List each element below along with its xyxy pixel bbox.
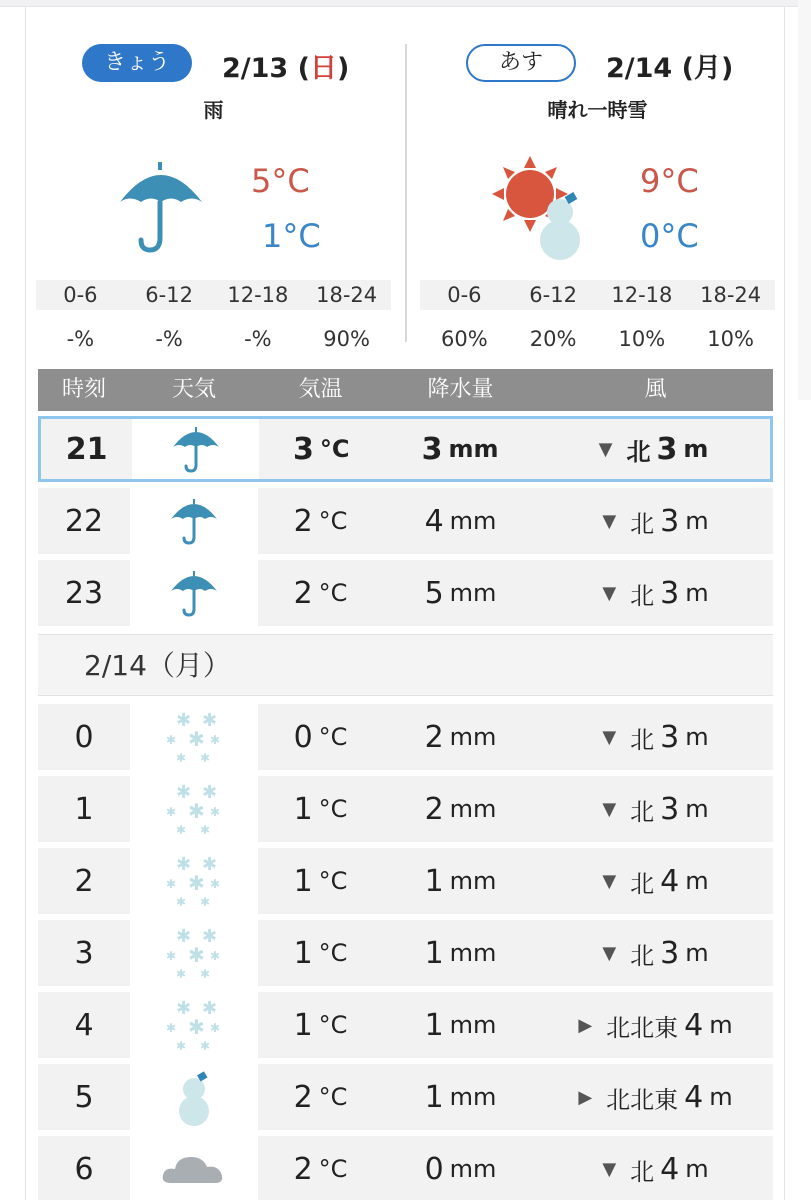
today-low-temp: 1°C (262, 217, 321, 255)
today-weather-name: 雨 (203, 98, 224, 122)
svg-text:✱: ✱ (210, 949, 221, 963)
precip-unit: mm (449, 939, 497, 967)
svg-text:✱: ✱ (188, 799, 205, 823)
today-precip-probs (36, 324, 391, 354)
tomorrow-low-temp: 0°C (640, 217, 699, 255)
table-row[interactable] (38, 416, 773, 482)
umbrella-icon (106, 154, 216, 254)
svg-text:✱: ✱ (166, 1021, 177, 1035)
wind-direction-arrow-icon: ▼ (602, 942, 617, 964)
svg-text:✱: ✱ (176, 854, 192, 875)
wind-direction-arrow-icon: ▼ (602, 798, 617, 820)
left-border (25, 6, 26, 1200)
precip-unit: mm (449, 867, 497, 895)
wind-speed: 3 (660, 503, 680, 539)
tomorrow-forecast[interactable] (420, 24, 775, 364)
table-row[interactable] (38, 992, 773, 1058)
row-temp (258, 1136, 383, 1200)
precip-value: 4 (424, 503, 444, 539)
row-wind (538, 560, 773, 626)
row-hour: 4 (38, 992, 130, 1058)
row-hour: 1 (38, 776, 130, 842)
svg-text:✱: ✱ (202, 782, 218, 803)
wind-direction: 北 (630, 797, 655, 826)
wind-direction-arrow-icon: ▼ (602, 1158, 617, 1180)
row-precip (383, 992, 538, 1058)
temp-unit: °C (318, 579, 348, 607)
svg-text:✱: ✱ (202, 710, 218, 731)
svg-text:✱: ✱ (176, 926, 192, 947)
wind-direction-arrow-icon: ▼ (602, 726, 617, 748)
row-hour: 22 (38, 488, 130, 554)
period-label: 0-6 (63, 283, 98, 307)
svg-text:✱: ✱ (200, 751, 211, 764)
period-label: 6-12 (529, 283, 577, 307)
row-temp (258, 704, 383, 770)
svg-text:✱: ✱ (210, 1021, 221, 1035)
svg-text:✱: ✱ (176, 782, 192, 803)
temp-unit: °C (318, 1155, 348, 1183)
svg-text:✱: ✱ (176, 710, 192, 731)
table-row[interactable] (38, 848, 773, 914)
temp-unit: °C (319, 435, 350, 463)
tomorrow-weather-name: 晴れ一時雪 (547, 98, 648, 122)
wind-direction: 北 (626, 437, 651, 466)
svg-text:✱: ✱ (200, 823, 211, 836)
wind-speed: 3 (656, 431, 678, 467)
row-hour: 5 (38, 1064, 130, 1130)
wind-unit: m (685, 507, 709, 535)
temp-unit: °C (318, 867, 348, 895)
wind-direction: 北北東 (606, 1085, 679, 1114)
table-row[interactable] (38, 920, 773, 986)
svg-text:✱: ✱ (166, 805, 177, 819)
svg-text:✱: ✱ (166, 733, 177, 747)
svg-text:✱: ✱ (202, 854, 218, 875)
row-wind (538, 920, 773, 986)
temp-value: 2 (293, 575, 313, 611)
today-dow-open: ( (297, 53, 310, 84)
snow-icon (130, 848, 258, 914)
precip-prob: 10% (707, 327, 754, 351)
temp-value: 1 (293, 791, 313, 827)
precip-value: 1 (424, 935, 444, 971)
svg-text:✱: ✱ (210, 733, 221, 747)
snow-icon (130, 992, 258, 1058)
precip-value: 2 (424, 719, 444, 755)
precip-unit: mm (449, 1155, 497, 1183)
svg-text:✱: ✱ (166, 949, 177, 963)
svg-text:✱: ✱ (200, 1039, 211, 1052)
wind-direction: 北 (630, 725, 655, 754)
row-precip (383, 560, 538, 626)
row-hour: 3 (38, 920, 130, 986)
tomorrow-badge[interactable]: あす (466, 44, 576, 82)
temp-unit: °C (318, 939, 348, 967)
period-label: 0-6 (447, 283, 482, 307)
svg-text:✱: ✱ (188, 727, 205, 751)
wind-unit: m (685, 939, 709, 967)
wind-direction-arrow-icon: ▼ (598, 438, 613, 460)
top-bar (0, 0, 811, 7)
header-time: 時刻 (61, 377, 106, 402)
row-hour: 6 (38, 1136, 130, 1200)
row-temp (258, 920, 383, 986)
umbrella-icon (130, 488, 258, 554)
precip-unit: mm (449, 723, 497, 751)
row-temp (258, 848, 383, 914)
temp-unit: °C (318, 1083, 348, 1111)
wind-unit: m (685, 867, 709, 895)
forecast-divider (405, 44, 407, 342)
svg-text:✱: ✱ (176, 823, 187, 836)
tomorrow-precip-probs (420, 324, 775, 354)
table-row[interactable] (38, 1136, 773, 1200)
precip-prob: -% (244, 327, 272, 351)
wind-direction-arrow-icon: ▼ (602, 510, 617, 532)
wind-direction-arrow-icon: ▼ (602, 870, 617, 892)
wind-unit: m (685, 723, 709, 751)
temp-value: 1 (293, 863, 313, 899)
wind-direction: 北 (630, 941, 655, 970)
today-date (222, 46, 349, 85)
wind-unit: m (683, 435, 709, 463)
row-precip (383, 920, 538, 986)
tomorrow-periods (420, 280, 775, 310)
row-hour: 21 (41, 419, 132, 479)
wind-direction: 北 (630, 581, 655, 610)
wind-speed: 3 (660, 719, 680, 755)
header-wind: 風 (644, 377, 667, 402)
row-temp (258, 1064, 383, 1130)
wind-direction: 北北東 (606, 1013, 679, 1042)
row-wind (538, 1136, 773, 1200)
row-precip (383, 848, 538, 914)
precip-unit: mm (449, 579, 497, 607)
svg-text:✱: ✱ (188, 1015, 205, 1039)
wind-direction-arrow-icon: ▼ (602, 582, 617, 604)
svg-text:✱: ✱ (200, 895, 211, 908)
precip-value: 1 (424, 1079, 444, 1115)
wind-unit: m (685, 579, 709, 607)
wind-unit: m (709, 1011, 733, 1039)
row-wind (538, 776, 773, 842)
svg-text:✱: ✱ (200, 967, 211, 980)
precip-prob: -% (66, 327, 95, 351)
tomorrow-high-temp: 9°C (640, 162, 699, 200)
today-dow-close: ) (336, 53, 350, 84)
precip-value: 1 (424, 863, 444, 899)
precip-unit: mm (448, 435, 499, 463)
svg-text:✱: ✱ (188, 871, 205, 895)
umbrella-icon (132, 419, 259, 479)
today-periods (36, 280, 391, 310)
snow-icon (130, 776, 258, 842)
precip-unit: mm (449, 795, 497, 823)
temp-unit: °C (318, 795, 348, 823)
today-date-text: 2/13 (222, 53, 289, 84)
svg-text:✱: ✱ (210, 805, 221, 819)
wind-direction: 北 (630, 869, 655, 898)
svg-text:✱: ✱ (202, 998, 218, 1019)
precip-prob: 10% (618, 327, 666, 351)
period-label: 12-18 (227, 283, 289, 307)
temp-value: 3 (292, 431, 314, 467)
row-wind (538, 1064, 773, 1130)
row-wind (538, 488, 773, 554)
table-header (38, 369, 773, 411)
row-hour: 23 (38, 560, 130, 626)
wind-speed: 3 (660, 935, 680, 971)
snow-icon (130, 704, 258, 770)
row-precip (383, 1064, 538, 1130)
temp-unit: °C (318, 507, 348, 535)
wind-unit: m (709, 1083, 733, 1111)
row-hour: 2 (38, 848, 130, 914)
scrollbar[interactable] (798, 0, 811, 400)
period-label: 18-24 (316, 283, 378, 307)
tomorrow-date: 2/14 (月) (606, 53, 734, 84)
table-row[interactable] (38, 776, 773, 842)
snowman-icon (130, 1064, 258, 1130)
svg-text:✱: ✱ (176, 895, 187, 908)
table-row[interactable] (38, 488, 773, 554)
wind-direction-arrow-icon: ▶ (578, 1086, 593, 1108)
wind-speed: 3 (660, 791, 680, 827)
row-wind (538, 848, 773, 914)
period-label: 18-24 (700, 283, 762, 307)
precip-value: 5 (424, 575, 444, 611)
row-temp (259, 419, 383, 479)
cloud-icon (130, 1136, 258, 1200)
temp-value: 1 (293, 1007, 313, 1043)
temp-value: 0 (293, 719, 313, 755)
hourly-table (38, 369, 773, 1187)
period-label: 12-18 (611, 283, 673, 307)
precip-value: 2 (424, 791, 444, 827)
today-high-temp: 5°C (251, 162, 310, 200)
precip-unit: mm (449, 507, 497, 535)
row-precip (383, 776, 538, 842)
row-precip (383, 704, 538, 770)
temp-value: 2 (293, 503, 313, 539)
svg-text:✱: ✱ (176, 998, 192, 1019)
today-dow: 日 (309, 53, 337, 84)
row-temp (258, 560, 383, 626)
precip-prob: 20% (529, 327, 577, 351)
right-border (784, 6, 785, 1200)
header-precip: 降水量 (427, 377, 494, 402)
precip-value: 1 (424, 1007, 444, 1043)
svg-text:✱: ✱ (176, 751, 187, 764)
temp-unit: °C (318, 1011, 348, 1039)
umbrella-icon (130, 560, 258, 626)
wind-speed: 3 (660, 575, 680, 611)
row-wind (537, 419, 770, 479)
wind-direction: 北 (630, 509, 655, 538)
header-weather: 天気 (171, 377, 216, 402)
row-wind (538, 704, 773, 770)
period-label: 6-12 (145, 283, 193, 307)
precip-value: 0 (424, 1151, 444, 1187)
svg-text:✱: ✱ (176, 1039, 187, 1052)
today-forecast[interactable] (36, 24, 391, 364)
precip-prob: -% (155, 327, 183, 351)
wind-speed: 4 (684, 1007, 704, 1043)
table-row[interactable] (38, 1064, 773, 1130)
precip-unit: mm (449, 1011, 497, 1039)
table-row[interactable] (38, 560, 773, 626)
precip-prob: 90% (323, 327, 370, 351)
wind-speed: 4 (660, 863, 680, 899)
snow-icon (130, 920, 258, 986)
svg-text:✱: ✱ (166, 877, 177, 891)
row-temp (258, 992, 383, 1058)
row-temp (258, 488, 383, 554)
row-precip (383, 1136, 538, 1200)
row-hour: 0 (38, 704, 130, 770)
svg-text:✱: ✱ (188, 943, 205, 967)
sun-snowman-icon (490, 154, 600, 254)
row-wind (538, 992, 773, 1058)
date-separator: 2/14（月） (38, 634, 773, 696)
wind-direction: 北 (630, 1157, 655, 1186)
wind-unit: m (685, 795, 709, 823)
today-badge[interactable]: きょう (82, 44, 192, 82)
wind-speed: 4 (684, 1079, 704, 1115)
table-row[interactable] (38, 704, 773, 770)
temp-unit: °C (318, 723, 348, 751)
header-temp: 気温 (298, 377, 343, 402)
temp-value: 1 (293, 935, 313, 971)
precip-prob: 60% (441, 327, 488, 351)
temp-value: 2 (293, 1079, 313, 1115)
row-temp (258, 776, 383, 842)
wind-direction-arrow-icon: ▶ (578, 1014, 593, 1036)
wind-speed: 4 (660, 1151, 680, 1187)
precip-unit: mm (449, 1083, 497, 1111)
precip-value: 3 (421, 431, 443, 467)
svg-text:✱: ✱ (176, 967, 187, 980)
row-precip (383, 419, 537, 479)
wind-unit: m (685, 1155, 709, 1183)
svg-text:✱: ✱ (210, 877, 221, 891)
temp-value: 2 (293, 1151, 313, 1187)
svg-text:✱: ✱ (202, 926, 218, 947)
row-precip (383, 488, 538, 554)
